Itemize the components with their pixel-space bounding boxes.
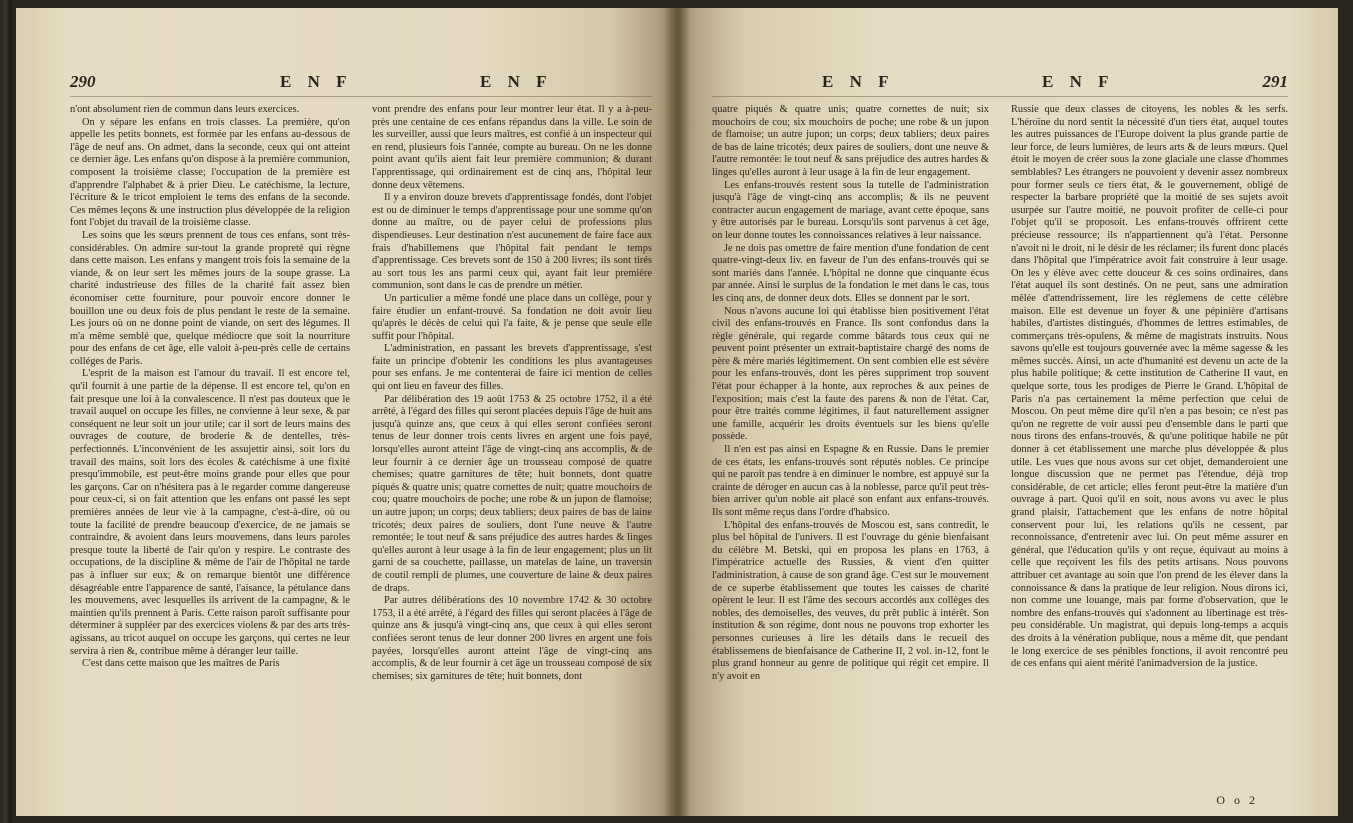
paragraph: L'hôpital des enfans-trouvés de Moscou est, sans contredit, le plus bel hôpital de l'univers. Il est l'ouvrage du génie bienfaisant du célèbre M. Betski, qui en proposa les plans en 1763, à l'impératrice actuelle des Russies, & vient d'en quitter l'administration, à cause de son grand âge. C'est sur le mouvement de ce superbe établissement que toutes les caisses de charité opèrent le leur. Il est l'âme des secours accordés aux collèges des nobles, des demoiselles, des veuves, du prêt public à intérêt. Son institution & son régime, dont nous ne pouvons trop exhorter les personnes curieuses à lire les détails dans le recueil des établissemens de bienfaisance de Catherine II, 2 vol. in-12, font le plus grand honneur au genre de politique qui régit cet empire. Il n'y avoit en [712, 519, 989, 682]
paragraph: Nous n'avons aucune loi qui établisse bien positivement l'état civil des enfans-trouvés en France. Ils sont confondus dans la règle générale, qui regarde comme bâtards tous ceux qui ne peuvent point présenter un extrait-baptistaire chargé des noms de père & mère mariés légitimement. On sent combien elle est sévère pour les enfans-trouvés, dont les pères suppriment trop souvent l'état pour échapper à la honte, aux reproches & aux peines de l'exposition; mais c'est la faute des parens & non de l'état. Car, pour être traités comme légitimes, il faut naturellement assigner une famille, acquérir les droits éventuels sur les biens qu'elle possède. [712, 305, 989, 443]
right-running-head-a: E N F [822, 72, 895, 91]
book-gutter [664, 8, 690, 816]
paragraph: Il y a environ douze brevets d'apprentissage fondés, dont l'objet est ou de diminuer le temps d'apprentissage pour une somme qu'on donne au maître, ou de payer celui de professions plus dispendieuses. Leur destination n'est aucunement de faire face aux frais d'habillemens que l'hôpital fait pendant le temps d'apprentissage. Ces brevets sont de 150 à 200 livres; ils sont tirés au sort tous les ans parmi ceux qui, ayant fait leur première communion, sont dans le cas de prendre un métier. [372, 192, 652, 292]
paragraph: Par autres délibérations des 10 novembre 1742 & 30 octobre 1753, il a été arrêté, à l'égard des filles qui seront placées à l'âge de quinze ans & jusqu'à vingt-cinq ans, que ceux à qui elles seront confiées seront tenus de leur donner 200 livres en argent une fois payées, lorsqu'elles auront atteint l'âge de vingt-cinq ans accomplis, & de leur fournir à cet âge un trousseau composé de six chemises; six garnitures de tête; huit bonnets, dont [372, 595, 652, 682]
paragraph: vont prendre des enfans pour leur montrer leur état. Il y a à-peu-près une centaine de ces enfans répandus dans la ville. Le soin de les surveiller, aussi que leurs maîtres, est confié à un inspecteur qui en rend, plusieurs fois l'année, compte au bureau. On ne les donne point avant qu'ils aient fait leur première communion; & durant l'apprentissage, qui ordinairement est de cinq ans, l'hôpital leur donne deux vêtemens. [372, 104, 652, 191]
paragraph: Il n'en est pas ainsi en Espagne & en Russie. Dans le premier de ces états, les enfans-trouvés sont réputés nobles. Ce principe qui ne paroît pas tendre à en diminuer le nombre, est appuyé sur la crainte de déroger en aucun cas à la noblesse, parce qu'il peut très-bien arriver qu'un noble ait placé son enfant aux enfans-trouvés. Ils sont même reçus dans l'ordre d'habsico. [712, 444, 989, 518]
right-page-number: 291 [1262, 72, 1288, 91]
paragraph: n'ont absolument rien de commun dans leurs exercices. [70, 104, 300, 115]
paragraph: Par délibération des 19 août 1753 & 25 octobre 1752, il a été arrêté, à l'égard des filles qui seront placées depuis l'âge de huit ans jusqu'à quinze ans, que ceux à qui elles seront confiées seront tenus de leur donner trois cents livres en argent une fois payé, lorsqu'elles auront atteint l'âge de vingt-cinq ans accomplis, & de leur fournir à ce dernier âge un trousseau composé de quatre chemises; quatre garnitures de tête; huit bonnets, dont quatre piqués & quatre unis; quatre cornettes de nuit; quatre mouchoirs de cou; quatre mouchoirs de poche; une robe & un jupon de flamoise; un autre jupon; un corps; deux tabliers; deux paires de bas de laine tricotés; deux paires de souliers, dont l'une neuve & l'autre remontée; le tout neuf & sans préjudice des autres hardes & linges qu'elles auront à leur usage à la fin de leur engagement; plus un lit garni de sa couchette, paillasse, un matelas de laine, un traversin de coutil rempli de plumes, une couverture de laine & deux paires de draps. [372, 393, 652, 594]
paragraph: On y sépare les enfans en trois classes. La première, qu'on appelle les petits bonnets, est formée par les enfans au-dessous de l'âge de neuf ans. On admet, dans la seconde, ceux qui ont atteint ce dernier âge. Les enfans qu'on dispose à la première communion, composent la troisième classe; l'occupation de la première est d'apprendre l'alphabet & à prier Dieu. Le catéchisme, la lecture, l'écriture & le tricot emploient le tems des enfans de la seconde. Ces mêmes leçons & une instruction plus développée de la religion font l'objet du travail de la troisième classe. [70, 116, 350, 229]
left-page-number: 290 [70, 72, 96, 91]
paragraph: Un particulier a même fondé une place dans un collège, pour y faire étudier un enfant-trouvé. Sa fondation ne doit avoir lieu qu'après le décès de celui qui l'a faite, & je pense que seule elle suffit pour l'hôpital. [372, 292, 652, 342]
right-column-2 [1011, 104, 1288, 794]
right-running-head-b: E N F [1042, 72, 1115, 91]
paragraph: C'est dans cette maison que les maîtres de Paris [82, 658, 280, 670]
left-page-columns [70, 104, 652, 794]
left-page-header [70, 72, 652, 96]
left-running-head-a: E N F [280, 72, 353, 91]
left-page [16, 8, 676, 816]
paragraph: quatre piqués & quatre unis; quatre cornettes de nuit; six mouchoirs de cou; six mouchoirs de poche; une robe & un jupon de flamoise; un autre jupon; un corps; deux tabliers; deux paires de bas de laine tricotés; deux paires de souliers, dont une neuve & l'autre remontée: le tout neuf & sans préjudice des autres hardes & linges qu'elles auront à leur usage à la fin de leur engagement. [712, 104, 989, 178]
paragraph: Les enfans-trouvés restent sous la tutelle de l'administration jusqu'à l'âge de vingt-cinq ans accomplis; & ils ne peuvent contracter aucun engagement de mariage, avant cette époque, sans y être autorisés par le bureau. Lorsqu'ils sont parvenus à cet âge, on leur donne toutes les connoissances relatives à leur naissance. [712, 179, 989, 241]
paragraph: Je ne dois pas omettre de faire mention d'une fondation de cent quatre-vingt-deux liv. en faveur de l'un des enfans-trouvés qui se sont mariés dans l'année. L'hôpital ne donne que cinquante écus par année. Ainsi le surplus de la fondation le met dans le cas, tous les cinq ans, de donner deux dots. Elles se donnent par le sort. [712, 242, 989, 304]
paragraph: L'esprit de la maison est l'amour du travail. Il est encore tel, qu'il fournit à une partie de la dépense. Il est encore tel, qu'on en fait presque une loi à la convalescence. Il n'est pas douteux que le travail auquel on occupe les filles, ne convienne à leur sexe, & par conséquent ne leur soit un jour utile; car il sort de leurs mains des ouvrages de couture, de broderie & de dentelles, très-perfectionnés. L'inconvénient de les assujettir ainsi, soit lors du travail des mains, soit lors des écoles & catéchisme à une fixité presqu'immobile, est peut-être moins grande pour elles que pour les garçons. Car on n'hésitera pas à le regarder comme dangereuse pour ceux-ci, si on fait attention que les enfans ont passé les sept premières années de leur vie à la campagne, c'est-à-dire, où ou toute la facilité de prendre beaucoup d'exercice, de ne jamais se contraindre, & avoient dans leurs mouvemens, dans leurs paroles presque toute la liberté de l'air qu'on y respire. Le contraste des occupations, de la discipline & même de l'air de l'hôpital ne tarde pas à influer sur eux; & on remarque bientôt une différence désagréable entre l'apparence de santé, l'aisance, la pétulance dans les mouvemens, avec lesquelles ils arrivent de la campagne, & le maintien qu'ils prennent à Paris. Cette raison paroît suffisante pour déterminer à suppléer par des exercices violens & par des arts très-agissans, au tricot auquel on occupe les garçons, qui certes ne leur servira à rien &, contribue même à déranger leur taille. [70, 368, 350, 657]
paragraph: Russie que deux classes de citoyens, les nobles & les serfs. L'héroïne du nord sentit la nécessité d'un tiers état, auquel toutes les autres puissances de l'Europe doivent la plus grande partie de leur force, de leurs lumières, de leurs arts & de leurs mœurs. Quel étoit le moyen de créer sous la zone glaciale une classe d'hommes semblables? Les étrangers ne pouvoient y devenir assez nombreux pour former seuls ce tiers état, & le gouvernement, obligé de respecter la barbare propriété que la moitié de ses sujets avoit usurpée sur l'autre moitié, ne pouvoit profiter de celle-ci pour l'objet qu'il se proposoit. Les enfans-trouvés offrirent cette précieuse ressource; ils n'appartiennent qu'à l'état. Personne n'avoit ni le droit, ni le désir de les réclamer; ils furent donc placés dans l'hôpital que l'impératrice avoit fait construire à leur usage. On les y élève avec cette douceur & ces soins ordinaires, dans l'état auquel ils sont destinés. On ne peut, sans une admiration mêlée d'attendrissement, lire les réglemens de cette célèbre maison. Elle est devenue un foyer & une pépinière d'artisans habiles, d'artistes distingués, d'hommes de lettres estimables, de commerçans très-opulens, & même de magistrats instruits. Nous savons qu'elle est toujours gouvernée avec la même sagesse & les mêmes succès. Ainsi, un acte d'humanité est devenu un acte de la plus habile politique; & cette institution de Catherine II vaut, en quelque sorte, tous les prodiges de Pierre le Grand. L'hôpital de Paris n'a pas certainement la même perfection que celui de Moscou. On peut même dire qu'il n'en a pas besoin; ce n'est pas qu'on ne regrette de voir aussi peu d'ensemble dans le parti que nous tirons des enfans-trouvés, & qu'une politique habile ne pût donner à cet établissement une marche plus développée & plus utile. Les vues que nous avons sur cet objet, demanderoient une longue discussion que ne permet pas l'étendue, déjà trop considérable, de cet article; elles feront peut-être la matière d'un ouvrage à part. Quoi qu'il en soit, nous avons vu avec le plus grand plaisir, l'attachement que les enfans de notre hôpital conservent pour lui, les relations qu'ils ne cessent, par reconnoissance, d'entretenir avec lui. On peut même assurer en général, que l'éducation qu'ils y ont reçue, équivaut au moins à celle que reçoivent les fils des petits artisans. Nous pouvons attribuer cet avantage au soin que l'on prend de les élever dans la connoissance & dans la pratique de leur religion. Nous dirons ici, non comme une louange, mais par forme d'observation, que le nombre des enfans-trouvés qui s'adonnent au libertinage est très-peu considérable. Un magistrat, qui depuis long-temps a acquis des droits à la vénération publique, nous a même dit, que pendant le long exercice de ses pénibles fonctions, il avoit rencontré peu de ces enfans qui aient mérité l'animadversion de la justice. [1011, 104, 1288, 670]
paragraph: L'administration, en passant les brevets d'apprentissage, s'est faite un principe d'obtenir les conditions les plus avantageuses pour ses enfans. Je me contenterai de faire ici mention de celles qui ont lieu en faveur des filles. [372, 343, 652, 393]
left-column-2 [372, 104, 652, 794]
left-header-rule [70, 96, 652, 97]
right-page [676, 8, 1338, 816]
left-running-head-b: E N F [480, 72, 553, 91]
signature-mark: O o 2 [1216, 793, 1258, 807]
right-column-1 [712, 104, 989, 794]
right-page-columns [712, 104, 1288, 794]
right-header-rule [712, 96, 1288, 97]
left-column-1 [70, 104, 350, 794]
paragraph: Les soins que les sœurs prennent de tous ces enfans, sont très-considérables. On admire sur-tout la grande propreté qui règne dans cette maison. Les enfans y mangent trois fois la semaine de la viande, & on leur sert les mêmes jours de la soupe grasse. La charité industrieuse des filles de la charité fait assez bien économiser cette fourniture, pour pouvoir encore donner le bouillon une ou deux fois de plus pendant le reste de la semaine. Les jours où on ne donne point de viande, on sert des légumes. Il m'a même semblé que, quelque médiocre que soit la nourriture pour des enfans de cet âge, elle valoit à-peu-près celle de certains colléges de Paris. [70, 229, 350, 367]
right-page-header [712, 72, 1288, 96]
